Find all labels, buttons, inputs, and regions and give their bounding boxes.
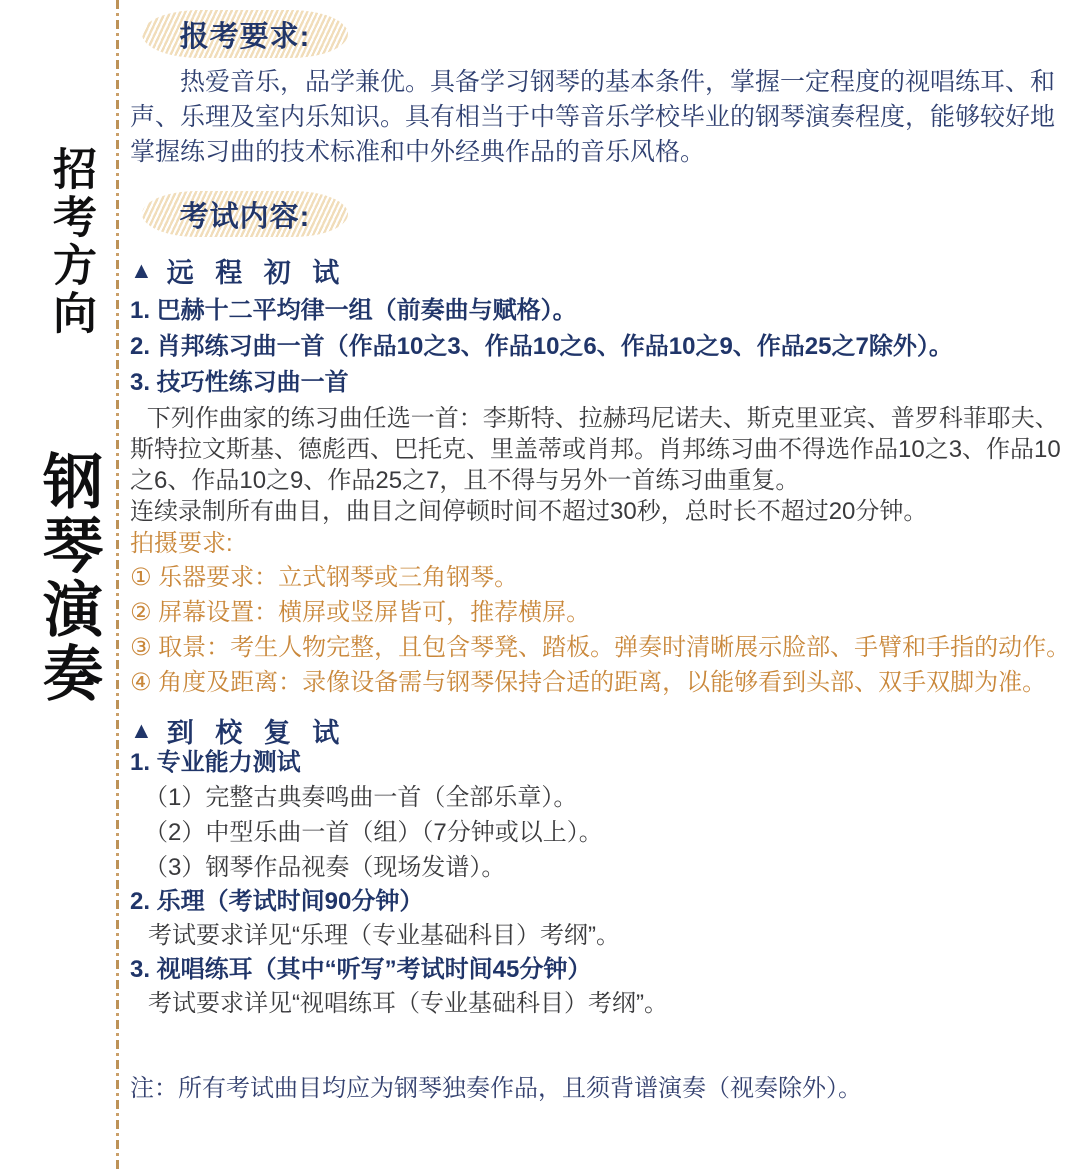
filming-item-4: ④ 角度及距离：录像设备需与钢琴保持合适的距离，以能够看到头部、双手双脚为准。 <box>130 669 1047 696</box>
filming-item-2: ② 屏幕设置：横屏或竖屏皆可，推荐横屏。 <box>130 599 591 626</box>
ability-test-items <box>130 780 1080 885</box>
sidebar-major-label: 钢琴演奏 <box>35 450 102 706</box>
remote-exam-heading <box>130 254 1080 286</box>
memorization-footnote: 注：所有考试曲目均应为钢琴独奏作品，且须背谱演奏（视奏除外）。 <box>130 1075 862 1102</box>
ability-item-2: （2）中型乐曲一首（组）（7分钟或以上）。 <box>144 819 603 846</box>
ability-test-title: 1. 专业能力测试 <box>130 749 301 776</box>
filming-requirements-title: 拍摄要求: <box>130 530 233 557</box>
oncampus-exam-heading <box>130 714 1080 746</box>
remote-exam-items <box>130 293 1080 401</box>
remote-item-3: 3. 技巧性练习曲一首 <box>130 369 349 396</box>
filming-requirements-list <box>130 561 1080 700</box>
recording-note: 连续录制所有曲目，曲目之间停顿时间不超过30秒，总时长不超过20分钟。 <box>130 498 928 525</box>
vertical-dashed-divider <box>116 0 119 1172</box>
etude-selection-note: 下列作曲家的练习曲任选一首：李斯特、拉赫玛尼诺夫、斯克里亚宾、普罗科菲耶夫、斯特拉文斯基、德彪西、巴托克、里盖蒂或肖邦。肖邦练习曲不得选作品10之3、作品10之6、作品10之9、作品25之7，且不得与另外一首练习曲重复。 <box>130 405 1061 494</box>
triangle-marker-icon: ▲ <box>130 256 153 283</box>
eartraining-test-title: 3. 视唱练耳（其中“听写”考试时间45分钟） <box>130 956 592 983</box>
remote-item-1: 1. 巴赫十二平均律一组（前奏曲与赋格）。 <box>130 297 577 324</box>
exam-title: 考试内容: <box>179 200 311 233</box>
filming-item-1: ① 乐器要求：立式钢琴或三角钢琴。 <box>130 564 519 591</box>
sidebar-direction-label: 招考方向 <box>46 146 95 338</box>
requirements-section-label <box>142 10 348 58</box>
theory-test-note: 考试要求详见“乐理（专业基础科目）考纲”。 <box>148 922 620 949</box>
theory-test-title: 2. 乐理（考试时间90分钟） <box>130 888 424 915</box>
ability-item-1: （1）完整古典奏鸣曲一首（全部乐章）。 <box>144 784 578 811</box>
remote-exam-heading-text: 远 程 初 试 <box>166 257 347 288</box>
ability-item-3: （3）钢琴作品视奏（现场发谱）。 <box>144 854 506 881</box>
filming-item-3: ③ 取景：考生人物完整，且包含琴凳、踏板。弹奏时清晰展示脸部、手臂和手指的动作。 <box>130 634 1071 661</box>
main-content <box>130 0 1080 1105</box>
eartraining-test-note: 考试要求详见“视唱练耳（专业基础科目）考纲”。 <box>148 990 668 1017</box>
oncampus-exam-heading-text: 到 校 复 试 <box>166 717 347 748</box>
requirements-title: 报考要求: <box>179 20 311 53</box>
remote-item-2: 2. 肖邦练习曲一首（作品10之3、作品10之6、作品10之9、作品25之7除外）。 <box>130 333 953 360</box>
exam-section-label <box>142 191 348 237</box>
triangle-marker-icon: ▲ <box>130 716 153 743</box>
requirements-body: 热爱音乐，品学兼优。具备学习钢琴的基本条件，掌握一定程度的视唱练耳、和声、乐理及室内乐知识。具有相当于中等音乐学校毕业的钢琴演奏程度，能够较好地掌握练习曲的技术标准和中外经典作品的音乐风格。 <box>130 68 1056 166</box>
